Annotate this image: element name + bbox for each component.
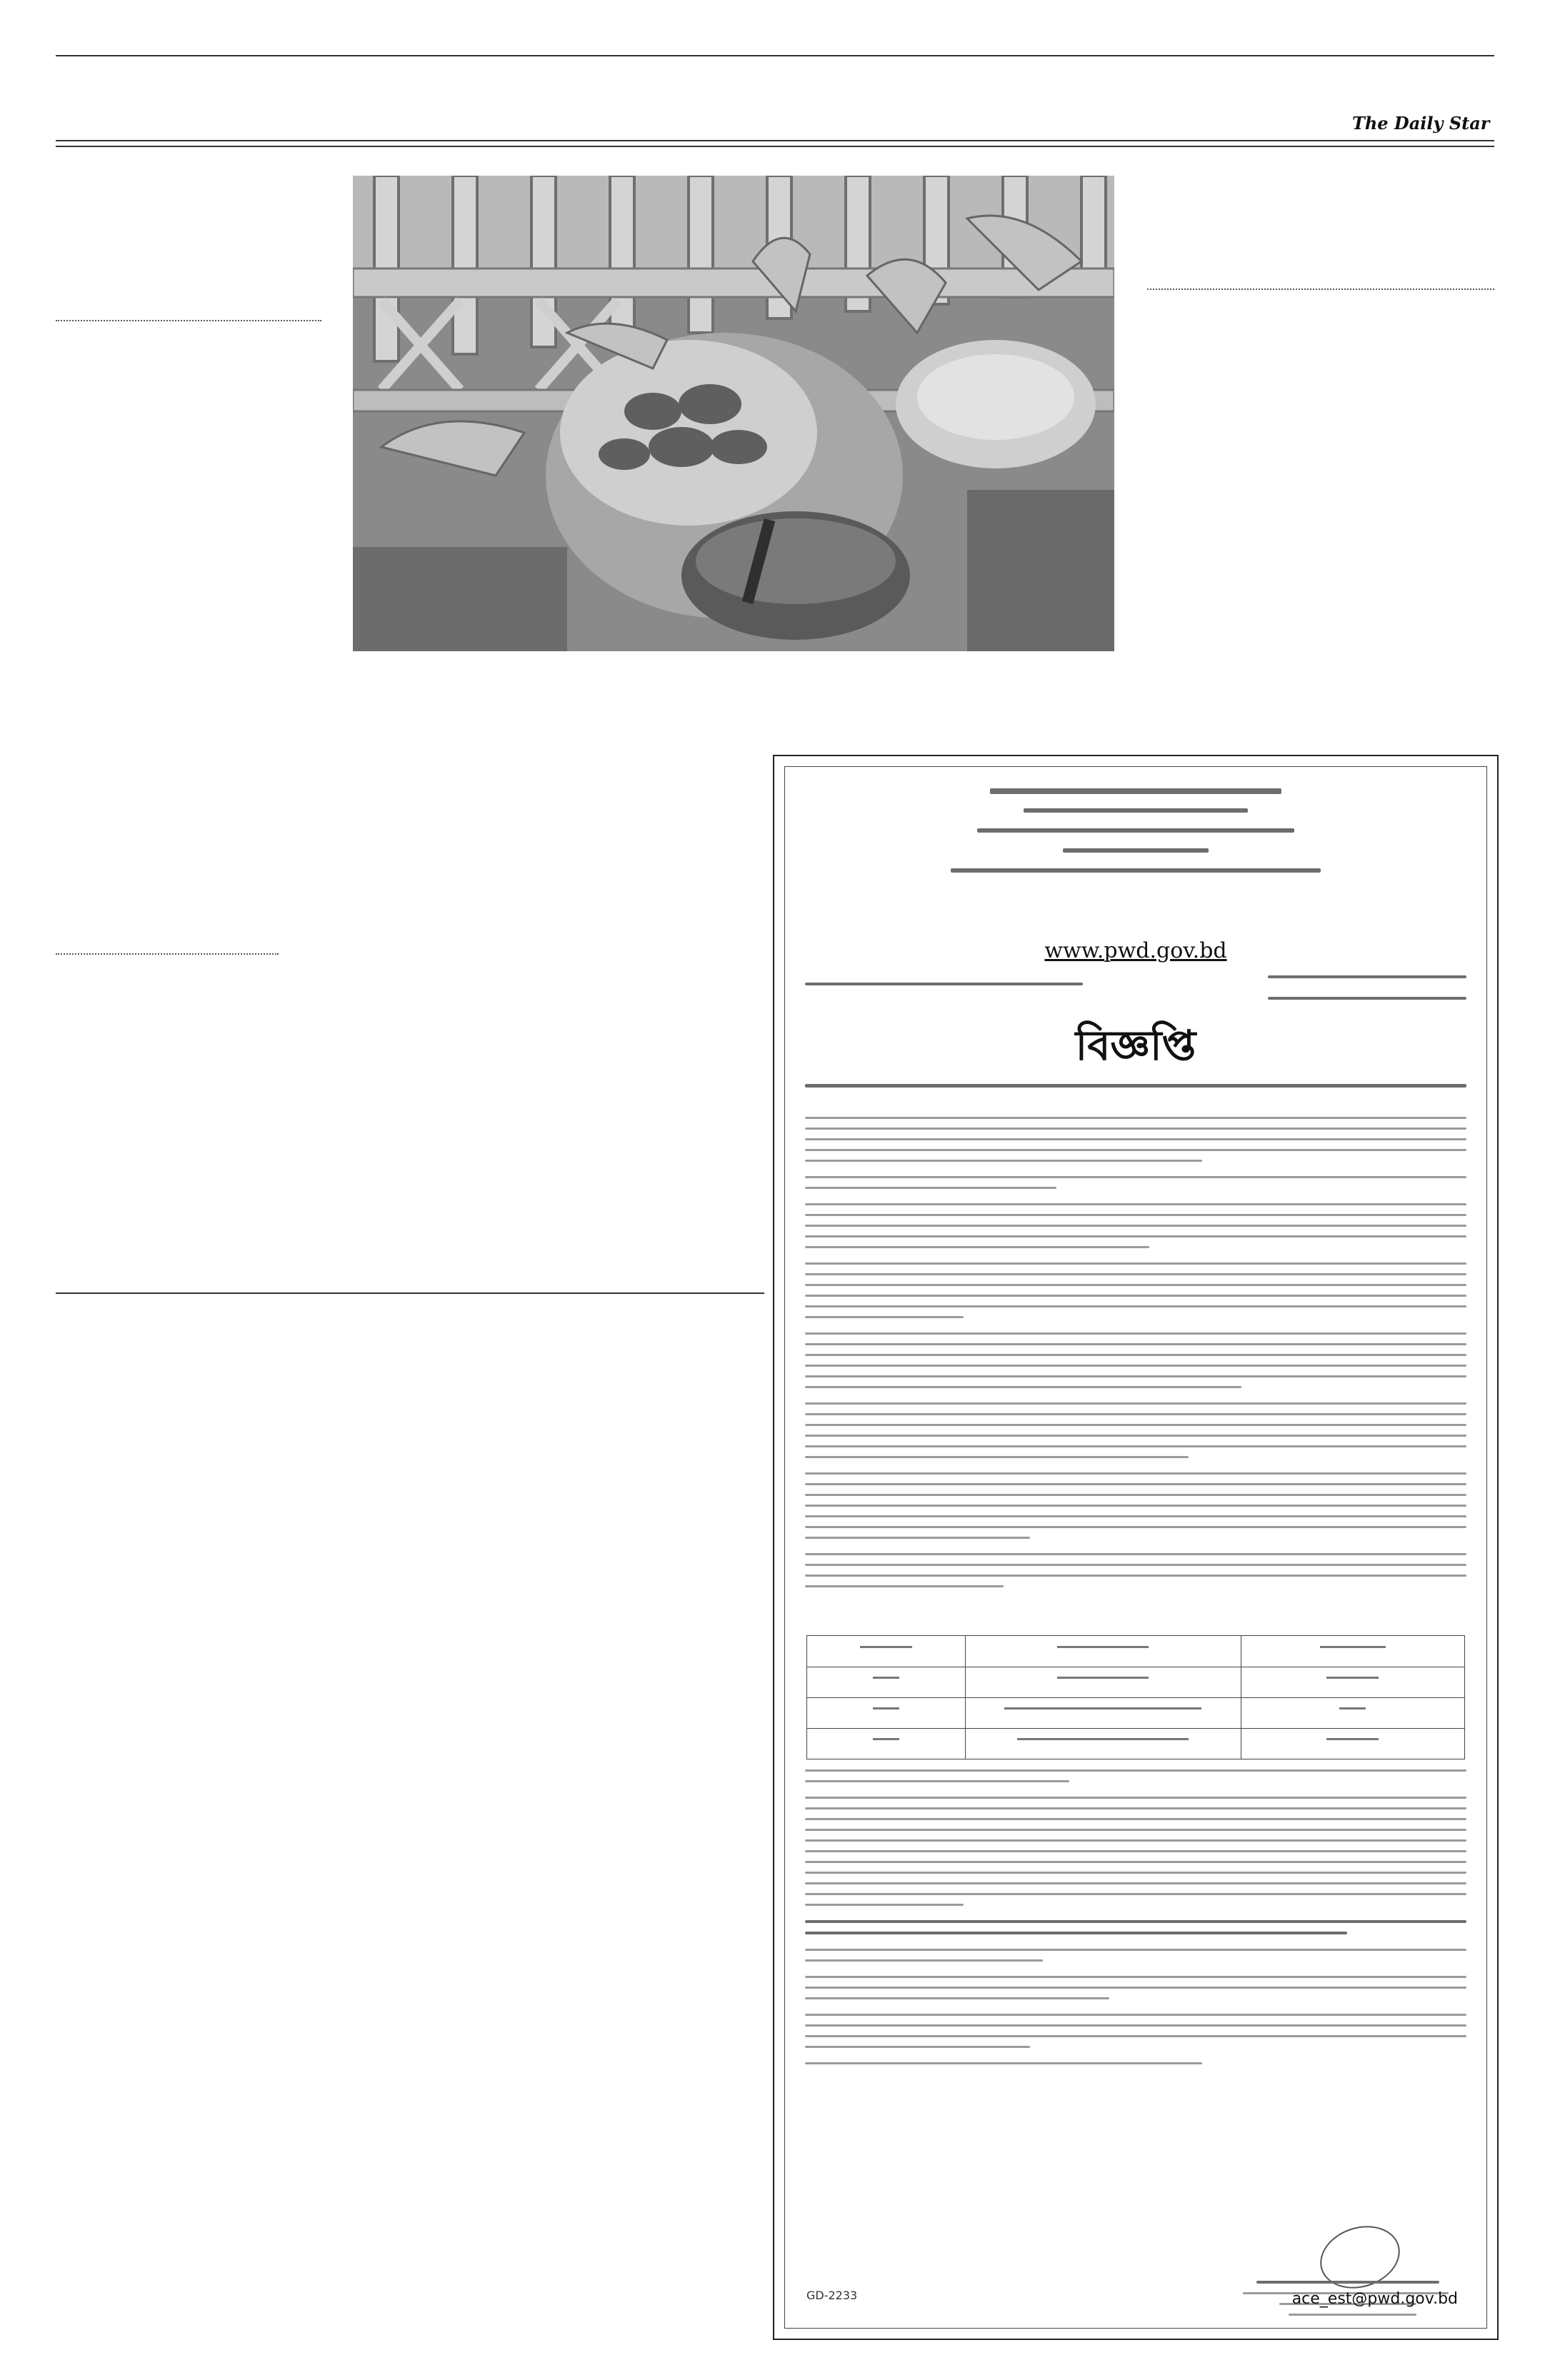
notice-frame	[784, 766, 1487, 2329]
notice-website: www.pwd.gov.bd	[1044, 938, 1227, 963]
government-notice	[773, 755, 1499, 2340]
top-rule	[56, 55, 1494, 56]
column-divider-right-top	[1147, 288, 1494, 290]
committee-table	[806, 1635, 1465, 1759]
notice-memo-row	[805, 975, 1466, 1018]
column-divider-wide	[56, 1292, 764, 1294]
notice-header-lines	[805, 788, 1466, 881]
gd-code: GD-2233	[806, 2289, 858, 2302]
masthead-rule-1	[56, 140, 1494, 141]
contact-email: ace_est@pwd.gov.bd	[1291, 2290, 1458, 2308]
news-photo	[353, 176, 1114, 651]
column-divider-left-top	[56, 320, 321, 321]
masthead-rule-2	[56, 146, 1494, 147]
notice-title: বিজ্ঞপ্তি	[1075, 1021, 1196, 1070]
notice-subject	[805, 1084, 1466, 1096]
column-divider-left-mid	[56, 953, 279, 955]
masthead-logo: The Daily Star	[1352, 113, 1490, 134]
notice-body-part2	[805, 1769, 1466, 2073]
notice-body-part1	[805, 1117, 1466, 1596]
